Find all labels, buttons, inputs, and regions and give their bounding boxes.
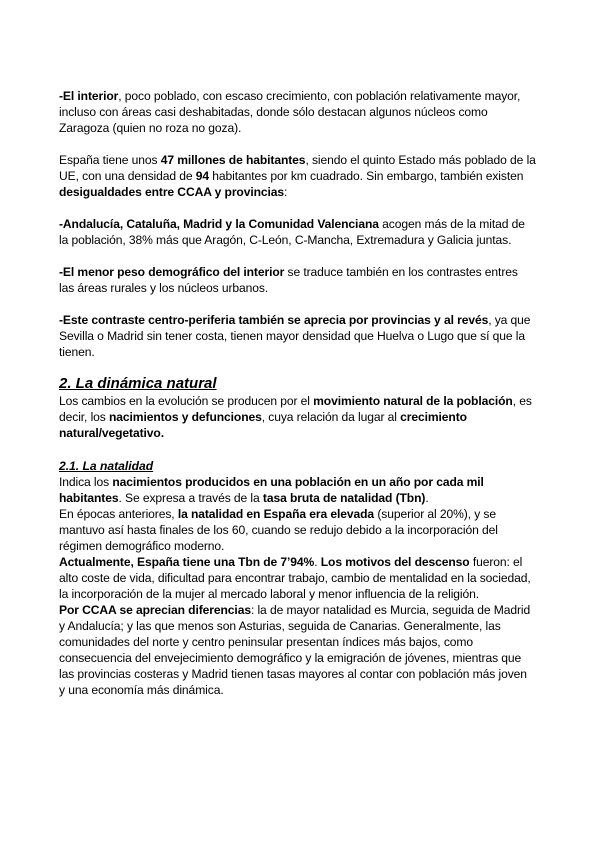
- text-run: se traduce también en los contrastes entres: [284, 265, 518, 279]
- text-line: mantuvo así hasta finales de los 60, cuando se redujo debido a la incorporación del: [59, 523, 498, 537]
- text-run: .: [425, 491, 429, 505]
- text-line: incluso con áreas casi deshabitadas, donde sólo destacan algunos núcleos como: [59, 105, 488, 119]
- bold-text: Los motivos del descenso: [320, 555, 470, 569]
- bold-text: habitantes: [59, 491, 119, 505]
- text-run: , ya que: [488, 313, 531, 327]
- text-run: , siendo el quinto Estado más poblado de la: [305, 153, 536, 167]
- text-run: España tiene unos: [59, 153, 161, 167]
- paragraph-center-periphery: [59, 312, 549, 360]
- text-line: y Andalucía; y las que menos son Asturias, seguida de Canarias. Generalmente, las: [59, 619, 501, 633]
- text-run: decir, los: [59, 410, 109, 424]
- text-run: En épocas anteriores,: [59, 507, 178, 521]
- text-run: , es: [512, 394, 532, 408]
- text-line: comunidades del norte y centro peninsular presentan índices más bajos, como: [59, 635, 474, 649]
- bold-text: Por CCAA se aprecian diferencias: [59, 603, 251, 617]
- bold-text: movimiento natural de la población: [313, 394, 513, 408]
- text-run: , poco poblado, con escaso crecimiento, con población relativamente mayor,: [118, 89, 521, 103]
- text-line: y una economía más dinámica.: [59, 683, 224, 697]
- bold-text: 94: [195, 169, 210, 183]
- text-run: habitantes por km cuadrado. Sin embargo, también existen: [209, 169, 524, 183]
- text-run: acogen más de la mitad de: [378, 217, 525, 231]
- text-run: , cuya relación da lugar al: [261, 410, 401, 424]
- bold-text: 47 millones de habitantes: [160, 153, 306, 167]
- section-heading-dinamica-natural: 2. La dinámica natural: [59, 375, 217, 392]
- text-line: [59, 602, 549, 618]
- text-line: [59, 168, 549, 184]
- paragraph-interior: [59, 88, 549, 136]
- bold-text: -Este contraste centro-periferia también se aprecia por provincias y al revés: [59, 313, 489, 327]
- text-run: .: [314, 555, 321, 569]
- text-line: [59, 88, 549, 104]
- bold-text: nacimientos y defunciones: [109, 410, 262, 424]
- paragraph-regions: [59, 216, 549, 248]
- text-line: alto coste de vida, dificultad para encontrar trabajo, cambio de mentalidad en la sociedad,: [59, 571, 531, 585]
- text-line: [59, 474, 549, 490]
- bold-text: Actualmente, España tiene una Tbn de 7’94%: [59, 555, 315, 569]
- bold-text: nacimientos producidos en una población en un año por cada mil: [112, 475, 484, 489]
- paragraph-natalidad: [59, 474, 549, 698]
- text-line: la población, 38% más que Aragón, C-León, C-Mancha, Extremadura y Galicia juntas.: [59, 233, 512, 247]
- text-line: [59, 425, 549, 441]
- text-run: :: [284, 185, 288, 199]
- bold-text: -El interior: [59, 89, 119, 103]
- paragraph-natural-movement: [59, 393, 549, 441]
- text-line: [59, 312, 549, 328]
- bold-text: desigualdades entre CCAA y provincias: [59, 185, 285, 199]
- bold-text: la natalidad en España era elevada: [177, 507, 375, 521]
- text-line: las áreas rurales y los núcleos urbanos.: [59, 281, 269, 295]
- text-run: : la de mayor natalidad es Murcia, seguida de Madrid: [250, 603, 531, 617]
- text-line: Zaragoza (quien no roza no goza).: [59, 121, 242, 135]
- text-line: Sevilla o Madrid sin tener costa, tienen mayor densidad que Huelva o Lugo que sí que la: [59, 329, 525, 343]
- text-line: [59, 409, 549, 425]
- paragraph-interior-weight: [59, 264, 549, 296]
- paragraph-spain-population: [59, 152, 549, 200]
- bold-text: natural/vegetativo.: [59, 426, 164, 440]
- text-line: [59, 506, 549, 522]
- text-line: [59, 152, 549, 168]
- text-line: [59, 554, 549, 570]
- bold-text: crecimiento: [400, 410, 467, 424]
- text-run: (superior al 20%), y se: [374, 507, 497, 521]
- text-line: [59, 264, 549, 280]
- text-run: Los cambios en la evolución se producen por el: [59, 394, 314, 408]
- text-line: [59, 184, 549, 200]
- text-run: fueron: el: [469, 555, 523, 569]
- text-line: consecuencia del envejecimiento demográfico y la emigración de jóvenes, mientras que: [59, 651, 522, 665]
- text-line: la incorporación de la mujer al mercado laboral y menor influencia de la religión.: [59, 587, 480, 601]
- text-line: [59, 490, 549, 506]
- subsection-heading-natalidad: 2.1. La natalidad: [59, 459, 154, 473]
- text-run: . Se expresa a través de la: [118, 491, 263, 505]
- text-line: régimen demográfico moderno.: [59, 539, 225, 553]
- text-line: tienen.: [59, 345, 95, 359]
- bold-text: -El menor peso demográfico del interior: [59, 265, 285, 279]
- bold-text: tasa bruta de natalidad (Tbn): [262, 491, 426, 505]
- bold-text: -Andalucía, Cataluña, Madrid y la Comunidad Valenciana: [59, 217, 379, 231]
- text-run: UE, con una densidad de: [59, 169, 196, 183]
- text-line: [59, 216, 549, 232]
- text-run: Indica los: [59, 475, 113, 489]
- text-line: las provincias costeras y Madrid tienen tasas mayores al contar con población más joven: [59, 667, 527, 681]
- text-line: [59, 393, 549, 409]
